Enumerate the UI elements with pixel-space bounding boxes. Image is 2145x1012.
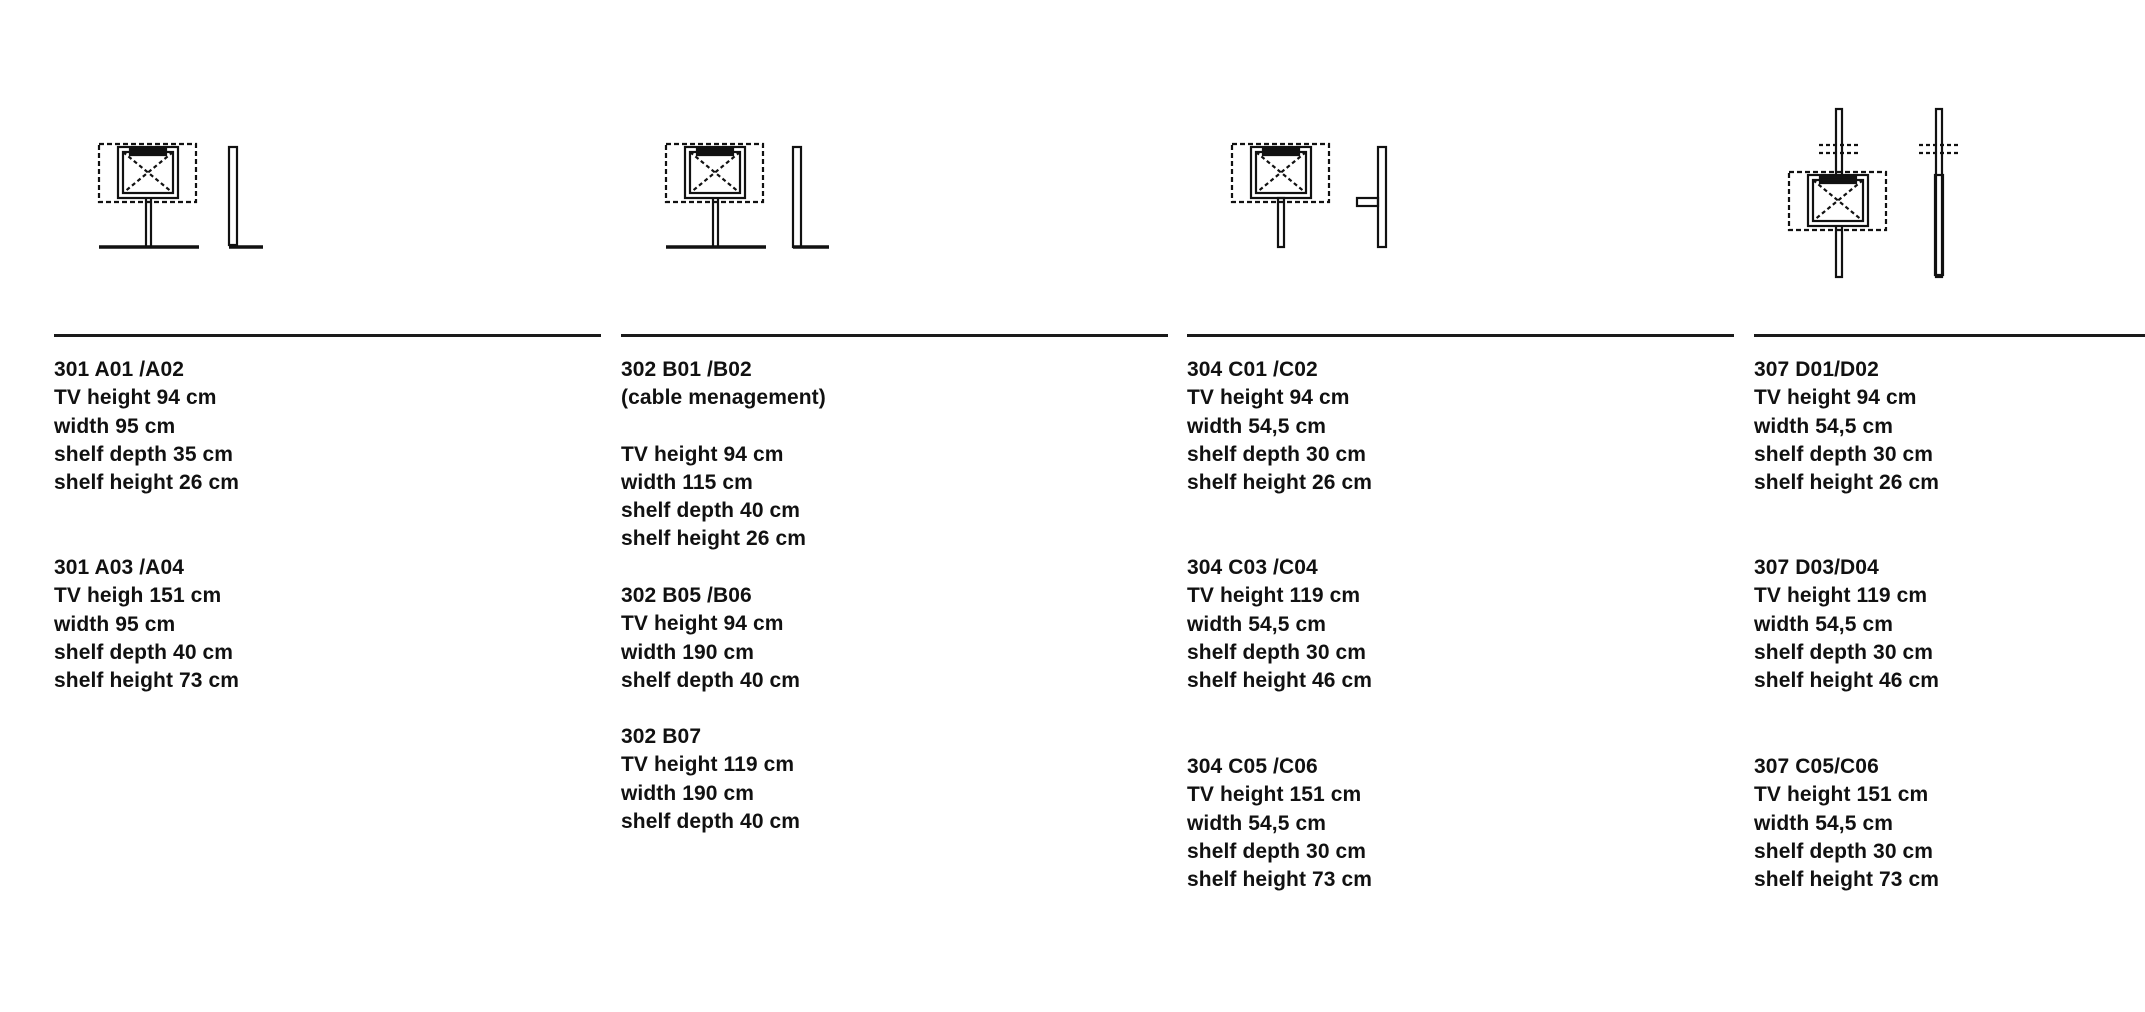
spec-line: shelf height 26 cm (1187, 471, 1373, 495)
spec-line: TV height 119 cm (1187, 584, 1361, 608)
spec-block (54, 356, 239, 497)
section-divider (621, 334, 1168, 337)
spec-line: TV height 119 cm (1754, 584, 1928, 608)
section-divider (54, 334, 601, 337)
spec-line: TV height 94 cm (621, 612, 784, 636)
spec-line: shelf depth 40 cm (54, 640, 234, 664)
spec-line: width 115 cm (621, 470, 753, 494)
spec-subtitle: (cable menagement) (621, 386, 826, 410)
spec-line: shelf depth 30 cm (1187, 839, 1367, 863)
spec-line: TV height 94 cm (1754, 386, 1917, 410)
spec-title: 307 C05/C06 (1754, 755, 1879, 778)
spec-line: shelf depth 35 cm (54, 442, 234, 466)
spec-title: 302 B07 (621, 725, 702, 748)
spec-title: 307 D01/D02 (1754, 358, 1879, 381)
spec-block (1187, 753, 1372, 894)
section-divider (1187, 334, 1734, 337)
spec-title: 301 A01 /A02 (54, 358, 185, 381)
spec-line: width 190 cm (621, 781, 755, 805)
spec-line: shelf depth 40 cm (621, 499, 801, 523)
spec-line: TV height 94 cm (1187, 386, 1350, 410)
spec-line: shelf depth 40 cm (621, 668, 801, 692)
product-column-302 (621, 0, 1168, 1012)
spec-line: shelf depth 30 cm (1754, 442, 1934, 466)
spec-title: 301 A03 /A04 (54, 556, 185, 579)
stand-drawing-302 (621, 100, 841, 290)
spec-line: shelf height 26 cm (1754, 471, 1940, 495)
spec-line: TV height 119 cm (621, 753, 795, 777)
spec-title: 302 B05 /B06 (621, 584, 752, 607)
spec-line: shelf depth 30 cm (1187, 640, 1367, 664)
spec-line: TV height 94 cm (621, 442, 784, 466)
stand-drawing-304 (1187, 100, 1407, 290)
stand-drawing-301 (54, 100, 274, 290)
spec-block (1187, 554, 1372, 695)
spec-line: shelf depth 30 cm (1754, 640, 1934, 664)
spec-block (1754, 554, 1939, 695)
spec-line: TV height 151 cm (1754, 783, 1929, 807)
spec-block (621, 356, 826, 554)
spec-line: shelf depth 40 cm (621, 809, 801, 833)
spec-block (621, 582, 800, 695)
spec-title: 304 C03 /C04 (1187, 556, 1318, 579)
spec-line: shelf height 73 cm (54, 669, 240, 693)
spec-line: shelf height 26 cm (621, 527, 807, 551)
spec-title: 304 C01 /C02 (1187, 358, 1318, 381)
spec-line: TV height 151 cm (1187, 783, 1362, 807)
spec-line: shelf height 26 cm (54, 471, 240, 495)
spec-block (1187, 356, 1372, 497)
spec-line: shelf height 73 cm (1754, 868, 1940, 892)
spec-line: shelf depth 30 cm (1754, 839, 1934, 863)
spec-line: width 54,5 cm (1187, 811, 1327, 835)
section-divider (1754, 334, 2145, 337)
spec-title: 304 C05 /C06 (1187, 755, 1318, 778)
spec-line: width 54,5 cm (1187, 612, 1327, 636)
spec-block (54, 554, 239, 695)
stand-drawing-307 (1754, 100, 1974, 290)
spec-line: shelf height 46 cm (1754, 669, 1940, 693)
spec-line: width 54,5 cm (1187, 414, 1327, 438)
spec-block (621, 723, 800, 836)
spec-line: shelf height 46 cm (1187, 669, 1373, 693)
product-column-304 (1187, 0, 1734, 1012)
product-column-307 (1754, 0, 2145, 1012)
spec-line: shelf depth 30 cm (1187, 442, 1367, 466)
spec-line: width 54,5 cm (1754, 414, 1894, 438)
spec-line: width 54,5 cm (1754, 612, 1894, 636)
spec-block (1754, 356, 1939, 497)
spec-line: width 95 cm (54, 612, 176, 636)
spec-line: TV height 94 cm (54, 386, 217, 410)
product-column-301 (54, 0, 601, 1012)
spec-block (1754, 753, 1939, 894)
spec-title: 302 B01 /B02 (621, 358, 752, 381)
spec-line: width 54,5 cm (1754, 811, 1894, 835)
spec-title: 307 D03/D04 (1754, 556, 1879, 579)
spec-line: width 95 cm (54, 414, 176, 438)
spec-line: shelf height 73 cm (1187, 868, 1373, 892)
spec-line: width 190 cm (621, 640, 755, 664)
spec-line: TV heigh 151 cm (54, 584, 222, 608)
